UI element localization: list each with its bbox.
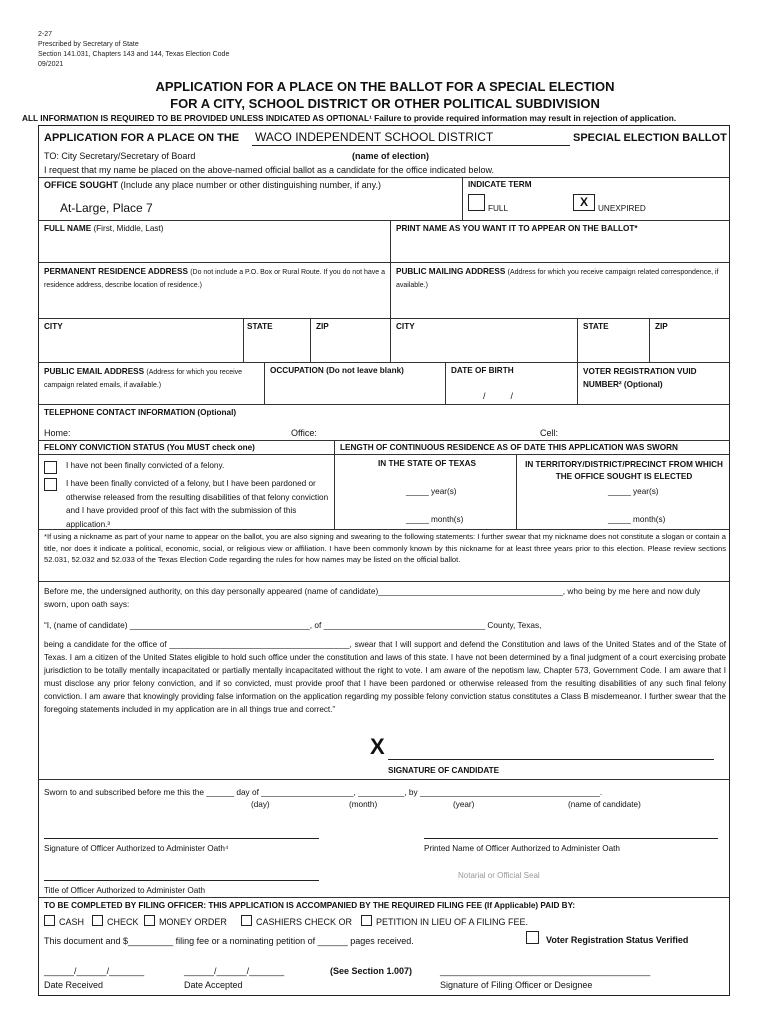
office-phone-field[interactable] bbox=[322, 425, 532, 437]
name-of-election-label: (name of election) bbox=[352, 151, 430, 161]
cell-phone-label: Cell: bbox=[540, 428, 559, 438]
mailing-state-label: STATE bbox=[583, 322, 609, 331]
district-name-field[interactable]: WACO INDEPENDENT SCHOOL DISTRICT bbox=[255, 130, 494, 144]
sworn-month-label: (month) bbox=[349, 800, 378, 809]
residence-length-label: LENGTH OF CONTINUOUS RESIDENCE AS OF DATE THIS APPLICATION WAS SWORN bbox=[340, 443, 678, 452]
sworn-candidate-name-label: (name of candidate) bbox=[568, 800, 641, 809]
unexpired-term-label: UNEXPIRED bbox=[598, 204, 646, 213]
mailing-address-field[interactable] bbox=[392, 292, 728, 316]
form-title-line2: FOR A CITY, SCHOOL DISTRICT OR OTHER POLITICAL SUBDIVISION bbox=[170, 96, 600, 111]
indicate-term-label: INDICATE TERM bbox=[468, 180, 532, 189]
before-me-statement: Before me, the undersigned authority, on this day personally appeared (name of candidate)________________________________________, who being by me here and now duly sworn, upon oath says: bbox=[44, 586, 701, 609]
mailing-address-label: PUBLIC MAILING ADDRESS bbox=[396, 267, 506, 276]
sworn-year-label: (year) bbox=[453, 800, 475, 809]
voter-verified-checkbox[interactable] bbox=[526, 931, 539, 944]
residence-city-label: CITY bbox=[44, 322, 63, 331]
signature-of-candidate-label: SIGNATURE OF CANDIDATE bbox=[388, 766, 500, 775]
district-underline bbox=[252, 145, 570, 146]
nickname-note: *If using a nickname as part of your name to appear on the ballot, you are also signing and swearing to the following statements: I further swear that my nickname does not constitute a slogan or contain a title, nor does it indicate a political, economic, social, or religious view or affiliation. I have been commonly known by this nickname for at least three years prior to this election. Please review sections 52.031, 52.032 and 52.033 of the Texas Election Code regarding the rules for how names may be listed on the official ballot. bbox=[44, 532, 726, 564]
date-received-field[interactable]: ______/______/_______ bbox=[44, 966, 145, 976]
email-hint: (Address for which you receive campaign related emails, if available.) bbox=[44, 369, 243, 389]
texas-months-field[interactable]: _____ month(s) bbox=[406, 515, 464, 524]
texas-years-field[interactable]: _____ year(s) bbox=[406, 487, 457, 496]
filing-officer-heading: TO BE COMPLETED BY FILING OFFICER: THIS APPLICATION IS ACCOMPANIED BY THE REQUIRED FILING FEE (If Applicable) PAID BY: bbox=[44, 901, 576, 910]
form-number: 2-27 bbox=[38, 31, 53, 38]
full-term-label: FULL bbox=[488, 204, 509, 213]
date-accepted-field[interactable]: ______/______/_______ bbox=[184, 966, 285, 976]
email-label: PUBLIC EMAIL ADDRESS bbox=[44, 367, 145, 376]
filing-officer-signature-label: Signature of Filing Officer or Designee bbox=[440, 980, 593, 990]
see-section-note: (See Section 1.007) bbox=[330, 966, 413, 976]
application-prefix: APPLICATION FOR A PLACE ON THE bbox=[44, 132, 240, 144]
required-info-notice: ALL INFORMATION IS REQUIRED TO BE PROVIDED UNLESS INDICATED AS OPTIONAL¹ Failure to provide required information may result in rejection of application. bbox=[22, 113, 677, 123]
check-checkbox[interactable] bbox=[92, 915, 103, 926]
mailing-zip-label: ZIP bbox=[655, 322, 668, 331]
request-statement: I request that my name be placed on the above-named official ballot as a candidate for the office indicated below. bbox=[44, 165, 494, 175]
notarial-seal-label: Notarial or Official Seal bbox=[458, 871, 540, 880]
form-title-line1: APPLICATION FOR A PLACE ON THE BALLOT FOR A SPECIAL ELECTION bbox=[155, 79, 615, 94]
money-order-label: MONEY ORDER bbox=[159, 917, 227, 927]
residence-state-field[interactable] bbox=[245, 334, 308, 360]
form-date: 09/2021 bbox=[38, 61, 64, 68]
signature-x-mark: X bbox=[370, 734, 385, 759]
email-field[interactable] bbox=[40, 390, 262, 402]
full-name-hint: (First, Middle, Last) bbox=[93, 224, 164, 233]
filing-officer-signature-field[interactable]: __________________________________________ bbox=[440, 966, 651, 976]
document-received-line[interactable]: This document and $_________ filing fee or a nominating petition of ______ pages received. bbox=[44, 936, 414, 946]
office-phone-label: Office: bbox=[291, 428, 317, 438]
full-term-checkbox[interactable] bbox=[468, 194, 485, 211]
petition-label: PETITION IN LIEU OF A FILING FEE. bbox=[376, 917, 529, 927]
office-sought-label: OFFICE SOUGHT bbox=[44, 180, 118, 190]
felony-pardoned-label: I have been finally convicted of a felony, but I have been pardoned or otherwise released from the resulting disabilities of that felony conviction and I have provided proof of this fact with the submission of this application.³ bbox=[66, 479, 329, 529]
in-state-of-texas-label: IN THE STATE OF TEXAS bbox=[378, 459, 476, 468]
office-sought-field[interactable]: At-Large, Place 7 bbox=[60, 201, 153, 215]
in-territory-label: IN TERRITORY/DISTRICT/PRECINCT FROM WHICH THE OFFICE SOUGHT IS ELECTED bbox=[525, 460, 723, 481]
residence-zip-label: ZIP bbox=[316, 322, 329, 331]
cash-checkbox[interactable] bbox=[44, 915, 55, 926]
mailing-zip-field[interactable] bbox=[651, 334, 728, 360]
candidate-signature-line[interactable] bbox=[388, 759, 714, 760]
section-reference: Section 141.031, Chapters 143 and 144, Texas Election Code bbox=[38, 51, 230, 58]
residence-state-label: STATE bbox=[247, 322, 273, 331]
date-received-label: Date Received bbox=[44, 980, 104, 990]
residence-city-field[interactable] bbox=[40, 334, 240, 360]
officer-signature-label: Signature of Officer Authorized to Administer Oath⁴ bbox=[44, 844, 229, 853]
full-name-label: FULL NAME bbox=[44, 224, 92, 233]
felony-not-convicted-checkbox[interactable] bbox=[44, 461, 57, 474]
dob-field[interactable]: / / bbox=[483, 391, 514, 401]
occupation-label: OCCUPATION (Do not leave blank) bbox=[270, 366, 404, 375]
cashiers-check-label: CASHIERS CHECK OR bbox=[256, 917, 353, 927]
vuid-label: VOTER REGISTRATION VUID NUMBER² (Optional) bbox=[583, 367, 697, 389]
home-phone-label: Home: bbox=[44, 428, 71, 438]
print-name-label: PRINT NAME AS YOU WANT IT TO APPEAR ON THE BALLOT* bbox=[396, 224, 638, 233]
check-label: CHECK bbox=[107, 917, 139, 927]
home-phone-field[interactable] bbox=[72, 425, 282, 437]
vuid-field[interactable] bbox=[579, 390, 728, 402]
residence-address-field[interactable] bbox=[40, 292, 388, 316]
occupation-field[interactable] bbox=[266, 380, 443, 402]
territory-years-field[interactable]: _____ year(s) bbox=[608, 487, 659, 496]
date-accepted-label: Date Accepted bbox=[184, 980, 243, 990]
office-sought-hint: (Include any place number or other distinguishing number, if any.) bbox=[120, 180, 381, 190]
dob-label: DATE OF BIRTH bbox=[451, 366, 514, 375]
mailing-city-label: CITY bbox=[396, 322, 415, 331]
oath-body: being a candidate for the office of ________________________________________, swear that I will support and defend the Constitution and laws of the United States and of the State of Texas. I am a citizen of the United States eligible to hold such office under the constitution and laws of this state. I have not been determined by a final judgment of a court exercising probate jurisdiction to be totally mentally incapacitated or partially mentally incapacitated without the right to vote. I am aware of the nepotism law, Chapter 573, Government Code. I am aware that I must disclose any prior felony conviction, and if so convicted, must provide proof that I have been pardoned or otherwise released from the resulting disabilities of any such final felony conviction. I am aware that knowingly providing false information on the application regarding my possible felony conviction status constitutes a Class B misdemeanor. I further swear that the foregoing statements included in my application are in all things true and correct.” bbox=[44, 640, 726, 714]
residence-address-hint: (Do not include a P.O. Box or Rural Route. If you do not have a residence address, describe location of residence.) bbox=[44, 269, 386, 289]
residence-zip-field[interactable] bbox=[312, 334, 388, 360]
mailing-city-field[interactable] bbox=[392, 334, 575, 360]
application-suffix: SPECIAL ELECTION BALLOT bbox=[573, 132, 727, 144]
felony-not-convicted-label: I have not been finally convicted of a felony. bbox=[66, 461, 225, 470]
voter-verified-label: Voter Registration Status Verified bbox=[546, 935, 689, 945]
candidate-name-county-line[interactable]: “I, (name of candidate) _______________________________________, of ___________________________________ County, Texas, bbox=[44, 620, 542, 630]
felony-status-label: FELONY CONVICTION STATUS (You MUST check one) bbox=[44, 443, 255, 452]
residence-address-label: PERMANENT RESIDENCE ADDRESS bbox=[44, 267, 188, 276]
officer-printed-name-label: Printed Name of Officer Authorized to Administer Oath bbox=[424, 844, 620, 853]
officer-printed-name-line[interactable] bbox=[424, 838, 718, 839]
territory-months-field[interactable]: _____ month(s) bbox=[608, 515, 666, 524]
felony-pardoned-checkbox[interactable] bbox=[44, 478, 57, 491]
full-name-field[interactable] bbox=[40, 236, 388, 260]
officer-title-line[interactable] bbox=[44, 880, 319, 881]
prescribed-by: Prescribed by Secretary of State bbox=[38, 41, 139, 48]
mailing-address-hint: (Address for which you receive campaign related correspondence, if available.) bbox=[396, 269, 719, 289]
cell-phone-field[interactable] bbox=[560, 425, 725, 437]
officer-signature-line[interactable] bbox=[44, 838, 319, 839]
officer-title-label: Title of Officer Authorized to Administer Oath bbox=[44, 886, 206, 895]
unexpired-term-checkbox[interactable]: X bbox=[573, 194, 595, 211]
money-order-checkbox[interactable] bbox=[144, 915, 155, 926]
mailing-state-field[interactable] bbox=[579, 334, 647, 360]
sworn-to-line[interactable]: Sworn to and subscribed before me this the ______ day of ____________________, __________, by _______________________________________. bbox=[44, 787, 603, 797]
petition-checkbox[interactable] bbox=[361, 915, 372, 926]
to-city-secretary: TO: City Secretary/Secretary of Board bbox=[44, 151, 196, 161]
telephone-label: TELEPHONE CONTACT INFORMATION (Optional) bbox=[44, 408, 237, 417]
print-name-field[interactable] bbox=[392, 236, 728, 260]
cash-label: CASH bbox=[59, 917, 85, 927]
sworn-day-label: (day) bbox=[251, 800, 270, 809]
cashiers-check-checkbox[interactable] bbox=[241, 915, 252, 926]
